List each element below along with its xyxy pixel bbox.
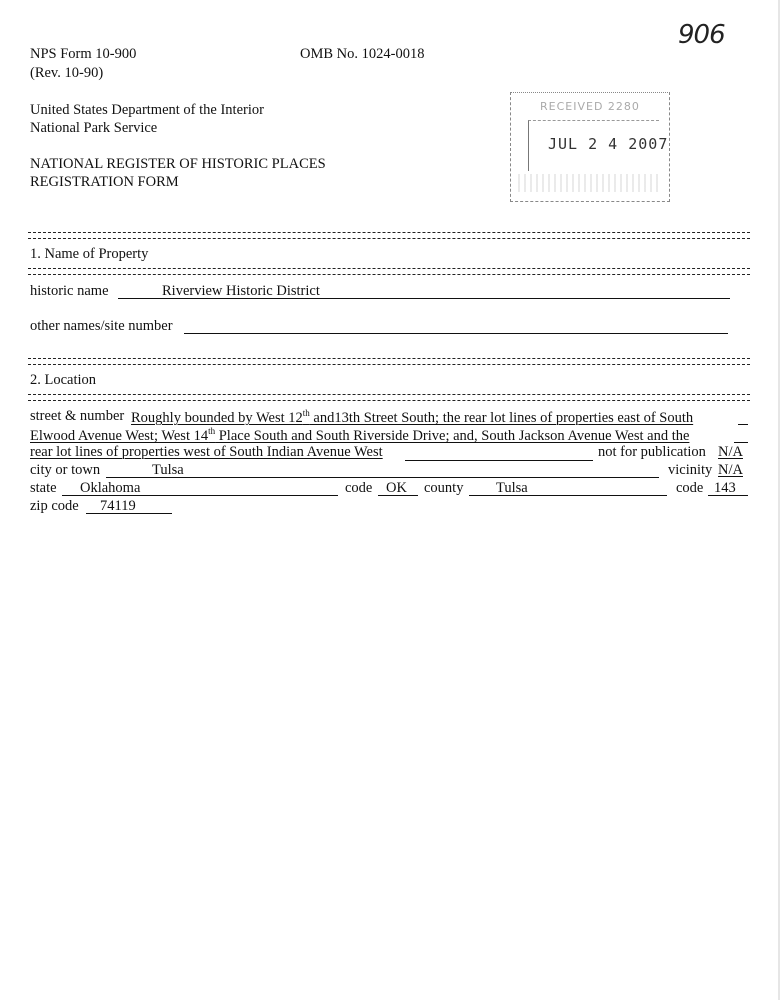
section-heading-location: 2. Location (30, 372, 97, 388)
county-code-value[interactable]: 143 (714, 480, 736, 496)
county-code-label: code (676, 480, 704, 496)
zip-code-value[interactable]: 74119 (100, 498, 136, 514)
street-number-label: street & number (30, 408, 125, 424)
street-line2-tail (734, 442, 748, 443)
city-label: city or town (30, 462, 101, 478)
street-line3-tail (405, 460, 593, 461)
omb-number: OMB No. 1024-0018 (300, 46, 425, 62)
state-code-value[interactable]: OK (386, 480, 407, 496)
form-number: NPS Form 10-900 (30, 46, 137, 62)
street-line1-text: Roughly bounded by West 12 (131, 409, 303, 426)
historic-name-value[interactable]: Riverview Historic District (162, 283, 320, 299)
department: United States Department of the Interior (30, 102, 264, 118)
handwritten-number: 906 (678, 20, 725, 50)
county-value[interactable]: Tulsa (496, 480, 528, 496)
section-heading-name-of-property: 1. Name of Property (30, 246, 149, 262)
zip-code-label: zip code (30, 498, 79, 514)
county-label: county (424, 480, 464, 496)
form-title-line1: NATIONAL REGISTER OF HISTORIC PLACES (30, 156, 326, 172)
city-field-line (106, 477, 659, 478)
street-address-line1[interactable] (131, 408, 693, 427)
street-address-line2[interactable] (30, 426, 689, 445)
stamp-date: JUL 2 4 2007 (548, 135, 669, 153)
street-line1-tail (738, 424, 748, 425)
street-address-line3[interactable]: rear lot lines of properties west of South Indian Avenue West (30, 444, 383, 460)
not-for-publication-label: not for publication (598, 444, 706, 460)
section-divider (28, 268, 750, 275)
city-value[interactable]: Tulsa (152, 462, 184, 478)
street-line1-superscript: th (302, 408, 310, 418)
not-for-publication-value[interactable]: N/A (718, 444, 743, 460)
other-names-field-line (184, 333, 728, 334)
state-code-label: code (345, 480, 373, 496)
stamp-smudge (518, 174, 658, 192)
section-divider (28, 394, 750, 401)
street-line1-rest: and13th Street South; the rear lot lines of properties east of South (309, 409, 694, 426)
section-divider (28, 358, 750, 365)
vicinity-value[interactable]: N/A (718, 462, 743, 478)
street-line2-superscript: th (208, 426, 216, 436)
stamp-label: RECEIVED 2280 (540, 100, 640, 113)
street-line2-rest: Place South and South Riverside Drive; and, South Jackson Avenue West and the (215, 427, 690, 444)
agency: National Park Service (30, 120, 158, 136)
street-line2-text: Elwood Avenue West; West 14 (30, 427, 209, 444)
vicinity-label: vicinity (668, 462, 713, 478)
form-title-line2: REGISTRATION FORM (30, 174, 179, 190)
form-revision: (Rev. 10-90) (30, 65, 104, 81)
section-divider (28, 232, 750, 239)
other-names-label: other names/site number (30, 318, 173, 334)
received-stamp (510, 92, 670, 202)
state-value[interactable]: Oklahoma (80, 480, 141, 496)
historic-name-label: historic name (30, 283, 109, 299)
state-label: state (30, 480, 57, 496)
